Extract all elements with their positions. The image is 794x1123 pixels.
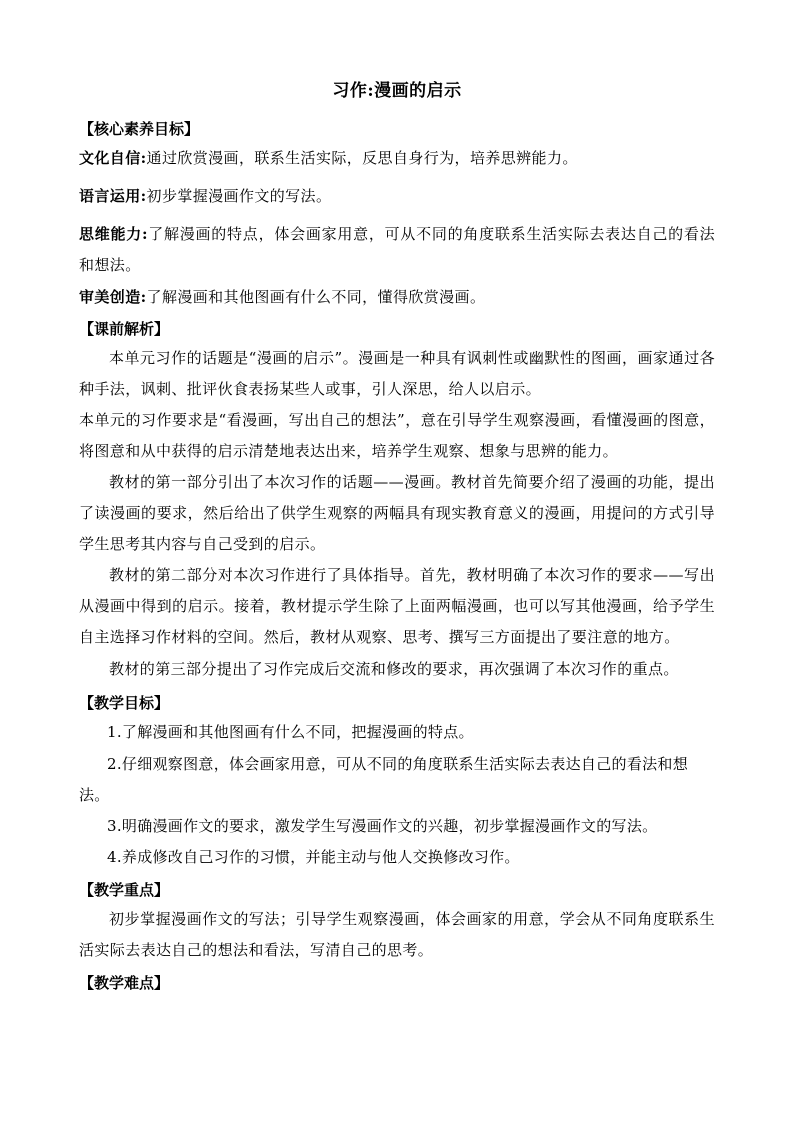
goal-aesthetics	[79, 282, 715, 313]
goal-text: 了解漫画和其他图画有什么不同，懂得欣赏漫画。	[146, 288, 486, 306]
objective-item: 4.养成修改自己习作的习惯，并能主动与他人交换修改习作。	[107, 848, 520, 866]
analysis-paragraph: 本单元习作的话题是“漫画的启示”。漫画是一种具有讽刺性或幽默性的图画，画家通过各种手法，讽刺、批评伙食表扬某些人或事，引人深思，给人以启示。	[79, 349, 715, 398]
document-title: 习作:漫画的启示	[332, 81, 462, 101]
analysis-paragraph: 教材的第二部分对本次习作进行了具体指导。首先，教材明确了本次习作的要求——写出从漫画中得到的启示。接着，教材提示学生除了上面两幅漫画，也可以写其他漫画，给予学生自主选择习作材料的空间。然后，教材从观察、思考、撰写三方面提出了要注意的地方。	[79, 566, 715, 646]
section-heading-difficulties: 【教学难点】	[79, 974, 170, 992]
goal-thinking	[79, 219, 715, 281]
section-heading-analysis: 【课前解析】	[79, 320, 170, 338]
section-heading-key-points: 【教学重点】	[79, 881, 170, 899]
goal-label: 思维能力:	[79, 225, 148, 243]
section-heading-core-goals: 【核心素养目标】	[79, 120, 200, 138]
analysis-paragraph: 教材的第三部分提出了习作完成后交流和修改的要求，再次强调了本次习作的重点。	[109, 660, 679, 678]
goal-text: 通过欣赏漫画，联系生活实际，反思自身行为，培养思辨能力。	[146, 149, 578, 167]
objective-item: 2.仔细观察图意，体会画家用意，可从不同的角度联系生活实际去表达自己的看法和想法。	[79, 755, 689, 804]
objective-item: 3.明确漫画作文的要求，激发学生写漫画作文的兴趣，初步掌握漫画作文的写法。	[107, 817, 658, 835]
goal-label: 文化自信:	[79, 149, 147, 167]
key-points-paragraph: 初步掌握漫画作文的写法；引导学生观察漫画，体会画家的用意，学会从不同角度联系生活实际去表达自己的想法和看法，写清自己的思考。	[79, 910, 715, 959]
goal-text: 初步掌握漫画作文的写法。	[146, 187, 332, 205]
objective-item: 1.了解漫画和其他图画有什么不同，把握漫画的特点。	[107, 723, 474, 741]
section-heading-objectives: 【教学目标】	[79, 694, 170, 712]
goal-culture	[79, 143, 715, 174]
goal-label: 审美创造:	[79, 288, 147, 306]
goal-language	[79, 181, 715, 212]
analysis-paragraph: 教材的第一部分引出了本次习作的话题——漫画。教材首先简要介绍了漫画的功能，提出了读漫画的要求，然后给出了供学生观察的两幅具有现实教育意义的漫画，用提问的方式引导学生思考其内容与自己受到的启示。	[79, 473, 715, 553]
goal-text: 了解漫画的特点，体会画家用意，可从不同的角度联系生活实际去表达自己的看法和想法。	[79, 225, 715, 274]
goal-label: 语言运用:	[79, 187, 147, 205]
analysis-paragraph: 本单元的习作要求是“看漫画，写出自己的想法”，意在引导学生观察漫画，看懂漫画的图意，将图意和从中获得的启示清楚地表达出来，培养学生观察、想象与思辨的能力。	[79, 411, 715, 460]
